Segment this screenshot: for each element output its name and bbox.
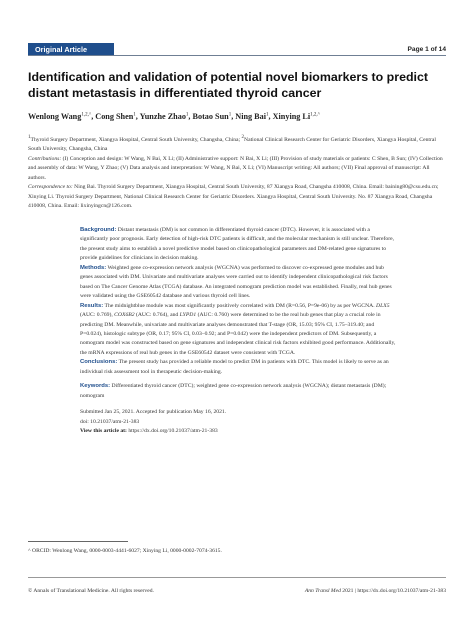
affiliations [28, 133, 446, 155]
citation-text: 2021 | https://dx.doi.org/10.21037/atm-21-383 [340, 588, 446, 594]
orcid-footnote: ^ ORCID: Wenlong Wang, 0000-0003-4441-6027; Xinying Li, 0000-0002-7074-3615. [28, 548, 222, 554]
view-article-label: View this article at: [80, 428, 127, 435]
gene-name: LYPD1 [179, 312, 197, 319]
correspondence-label: Correspondence to: [28, 184, 73, 191]
results-text: The midnightblue module was most significantly positively correlated with DM (R=0.56, P=9e-06) by as per WGCNA. [103, 302, 377, 309]
affiliation-mark: 1 [28, 135, 31, 140]
author-affiliation-mark: 1,2,^ [81, 112, 92, 118]
background-label: Background: [80, 227, 117, 233]
copyright: © Annals of Translational Medicine. All rights reserved. [28, 588, 154, 594]
doi: doi: 10.21037/atm-21-383 [80, 418, 140, 425]
abstract-background [80, 226, 396, 264]
author-name: Ning Bai [235, 112, 267, 121]
conclusions-text: The present study has provided a reliable model to predict DM in patients with DTC. This model is likely to serve as an individual risk assessment tool in therapeutic decision-making. [80, 359, 389, 375]
keywords-label: Keywords: [80, 383, 111, 390]
keywords-text: Differentiated thyroid cancer (DTC); weighted gene co-expression network analysis (WGCNA); distant metastasis (DM); nomogram [80, 383, 387, 399]
article-type-badge: Original Article [28, 43, 114, 55]
publication-dates [80, 408, 396, 436]
author-affiliation-mark: 1 [185, 112, 189, 118]
author-separator: , [135, 112, 140, 121]
author-name: Yunzhe Zhao [139, 112, 186, 121]
article-title: Identification and validation of potential novel biomarkers to predict distant metastasis in differentiated thyroid cancer [28, 70, 428, 100]
view-article-link[interactable]: https://dx.doi.org/10.21037/atm-21-383 [126, 428, 218, 435]
affiliation-mark: 2 [241, 135, 245, 140]
keywords [80, 382, 396, 401]
author-affiliation-mark: 1 [133, 112, 136, 118]
author-separator: , [91, 112, 96, 121]
author-affiliation-mark: 1 [228, 112, 232, 118]
article-metadata [28, 133, 446, 212]
correspondence [28, 183, 446, 212]
author-affiliation-mark: 1 [266, 112, 269, 118]
results-label: Results: [80, 302, 104, 309]
contributions-text: (I) Conception and design: W Wang, N Bai, X Li; (II) Administrative support: N Bai, X Li; (III) Provision of study materials or patients: C Shen, B Sun; (IV) Collection and assembly of data: W Wang, Y Zhao; (V) Data analysis and interpretation: W Wang, N Bai, X Li; (VI) Manuscript writing: All authors; (VII) Final approval of manuscript: All authors. [28, 155, 443, 181]
author-affiliation-mark: 1,2,^ [310, 112, 321, 118]
gene-name: DLX5 [376, 302, 390, 309]
abstract-conclusions [80, 358, 396, 377]
footnote-divider [28, 541, 128, 542]
gene-name: COX6B2 [114, 312, 135, 319]
author-name: Cong Shen [95, 112, 134, 121]
author-name: Xinying Li [272, 112, 311, 121]
results-text: (AUC: 0.760) were determined to be the real hub genes that play a crucial role in predicting DM. Meanwhile, univariate and multivariate analyses demonstrated that T-stage (OR, 15.03; 95% CI, 1.75–319.40; and P=0.024), histologic subtype (OR, 0.17; 95% CI, 0.03–0.92; and P=0.042) were the independent predictors of DM. Subsequently, a nomogram model was constructed based on gene signatures and independent clinical risk factors exhibited good performance. Additionally, the mRNA expressions of real hub genes in the GSE60542 dataset were consistent with TCGA. [80, 312, 396, 356]
author-separator: , [188, 112, 193, 121]
journal-citation [305, 588, 446, 594]
submission-dates: Submitted Jan 25, 2021. Accepted for publication May 16, 2021. [80, 409, 227, 416]
abstract-methods [80, 264, 396, 302]
affiliation-text: National Clinical Research Center for Geriatric Disorders, Xiangya Hospital, Central South University, Changsha, China [28, 136, 436, 153]
correspondence-text: Ning Bai. Thyroid Surgery Department, Xiangya Hospital, Central South University, 87 Xiangya Road, Changsha 410008, China. Email: baining80@csu.edu.cn; Xinying Li. Thyroid Surgery Department, National Clinical Research Center for Geriatric Disorders. Xiangya Hospital, Central South University. No. 87 Xiangya Road, Changsha 410008, China. Email: lixinyingcn@126.com. [28, 184, 439, 210]
footer-divider [28, 577, 446, 578]
results-text: (AUC: 0.769), [80, 312, 115, 319]
contributions [28, 155, 446, 184]
conclusions-label: Conclusions: [80, 359, 118, 366]
methods-label: Methods: [80, 264, 107, 271]
author-list [28, 112, 453, 121]
author-separator: , [231, 112, 236, 121]
abstract [80, 226, 396, 437]
author-separator: , [268, 112, 273, 121]
affiliation-text: Thyroid Surgery Department, Xiangya Hospital, Central South University, Changsha, China; [30, 136, 242, 143]
contributions-label: Contributions: [28, 155, 62, 162]
author-name: Botao Sun [192, 112, 229, 121]
journal-name: Ann Transl Med [304, 588, 341, 594]
author-name: Wenlong Wang [28, 112, 82, 121]
page-number: Page 1 of 14 [407, 46, 446, 53]
abstract-results [80, 302, 396, 359]
methods-text: Weighted gene co-expression network analysis (WGCNA) was performed to discover co-expressed gene modules and hub genes associated with DM. Univariate and multivariate analyses were carried out to identify independent clinicopathological risk factors based on The Cancer Genome Atlas (TCGA) database. An integrated nomogram prediction model was established. Finally, real hub genes were validated using the GSE60542 database and various thyroid cell lines. [80, 264, 392, 300]
header-divider [28, 55, 446, 56]
view-article-line [80, 427, 396, 436]
results-text: (AUC: 0.764), and [134, 312, 180, 319]
background-text: Distant metastasis (DM) is not common in differentiated thyroid cancer (DTC). However, it is associated with a significantly poor prognosis. Early detection of high-risk DTC patients is difficult, and the molecular mechanism is still unclear. Therefore, the present study aims to establish a novel predictive model based on clinicopathological parameters and DM-related gene signatures to provide guidelines for clinicians in decision making. [80, 227, 395, 262]
